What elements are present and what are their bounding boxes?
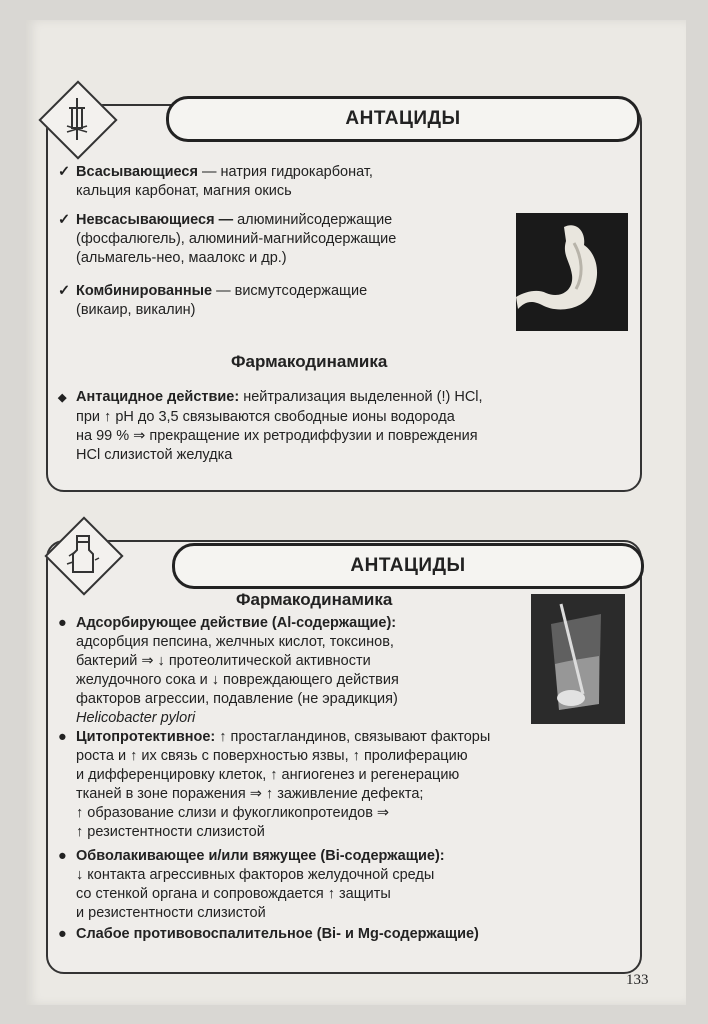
list-item-combined: ✓ Комбинированные — висмутсодержащие (викаир, викалин) — [58, 283, 368, 318]
check-icon: ✓ — [58, 164, 71, 180]
list-item-absorbable: ✓ Всасывающиеся — натрия гидрокарбонат, кальция карбонат, магния окись — [58, 164, 373, 199]
glass-image — [531, 594, 625, 724]
section1-title: АНТАЦИДЫ — [166, 96, 640, 142]
page-number: 133 — [626, 972, 649, 988]
section1-diamond — [40, 82, 114, 156]
page — [26, 20, 686, 1005]
bullet-icon: ● — [58, 848, 67, 864]
bullet-icon: ● — [58, 926, 67, 942]
enveloping-text: ● Обволакивающее и/или вяжущее (Bi-содержащие): ↓ контакта агрессивных факторов желудочной среды со стенкой органа и сопровождается ↑ защиты и резистентности слизистой — [58, 848, 445, 921]
stomach-image — [516, 213, 628, 331]
list-item-nonabsorbable: ✓ Невсасывающиеся — алюминийсодержащие (фосфалюгель), алюминий-магнийсодержащие (альмагель-нео, маалокс и др.) — [58, 212, 397, 266]
antacid-action-text: ◆ Антацидное действие: нейтрализация выделенной (!) HCl, при ↑ pH до 3,5 связываются свободные ионы водорода на 99 % ⇒ прекращение их ретродиффузии и повреждения HCl слизистой желудка — [58, 389, 483, 463]
cytoprotective-text: ● Цитопротективное: ↑ простагландинов, связывают факторы роста и ↑ их связь с поверхностью язвы, ↑ пролиферацию и дифференцировку клеток, ↑ ангиогенез и регенерацию тканей в зоне поражения ⇒ ↑ заживление дефекта; ↑ образование слизи и фукогликопротеидов ⇒ ↑ резистентности слизистой — [58, 729, 491, 840]
bottle-icon — [65, 532, 101, 578]
section1-pharmacodynamics-heading: Фармакодинамика — [231, 352, 388, 371]
section2-diamond — [46, 518, 120, 592]
bullet-icon: ● — [58, 729, 67, 745]
diamond-bullet-icon: ◆ — [58, 392, 67, 404]
adsorbing-action-text: ● Адсорбирующее действие (Al-содержащие): адсорбция пепсина, желчных кислот, токсинов, бактерий ⇒ ↓ протеолитической активности желудочного сока и ↓ повреждающего действия факторов агрессии, подавление (не эрадикция) Helicobacter pylori — [58, 615, 399, 726]
section2-pharmacodynamics-heading: Фармакодинамика — [236, 590, 393, 609]
syringe-icon — [59, 96, 95, 142]
bullet-icon: ● — [58, 615, 67, 631]
check-icon: ✓ — [58, 212, 71, 228]
anti-inflammatory-text: ● Слабое противовоспалительное (Bi- и Mg-содержащие) — [58, 926, 479, 942]
section2-title: АНТАЦИДЫ — [172, 543, 644, 589]
check-icon: ✓ — [58, 283, 71, 299]
